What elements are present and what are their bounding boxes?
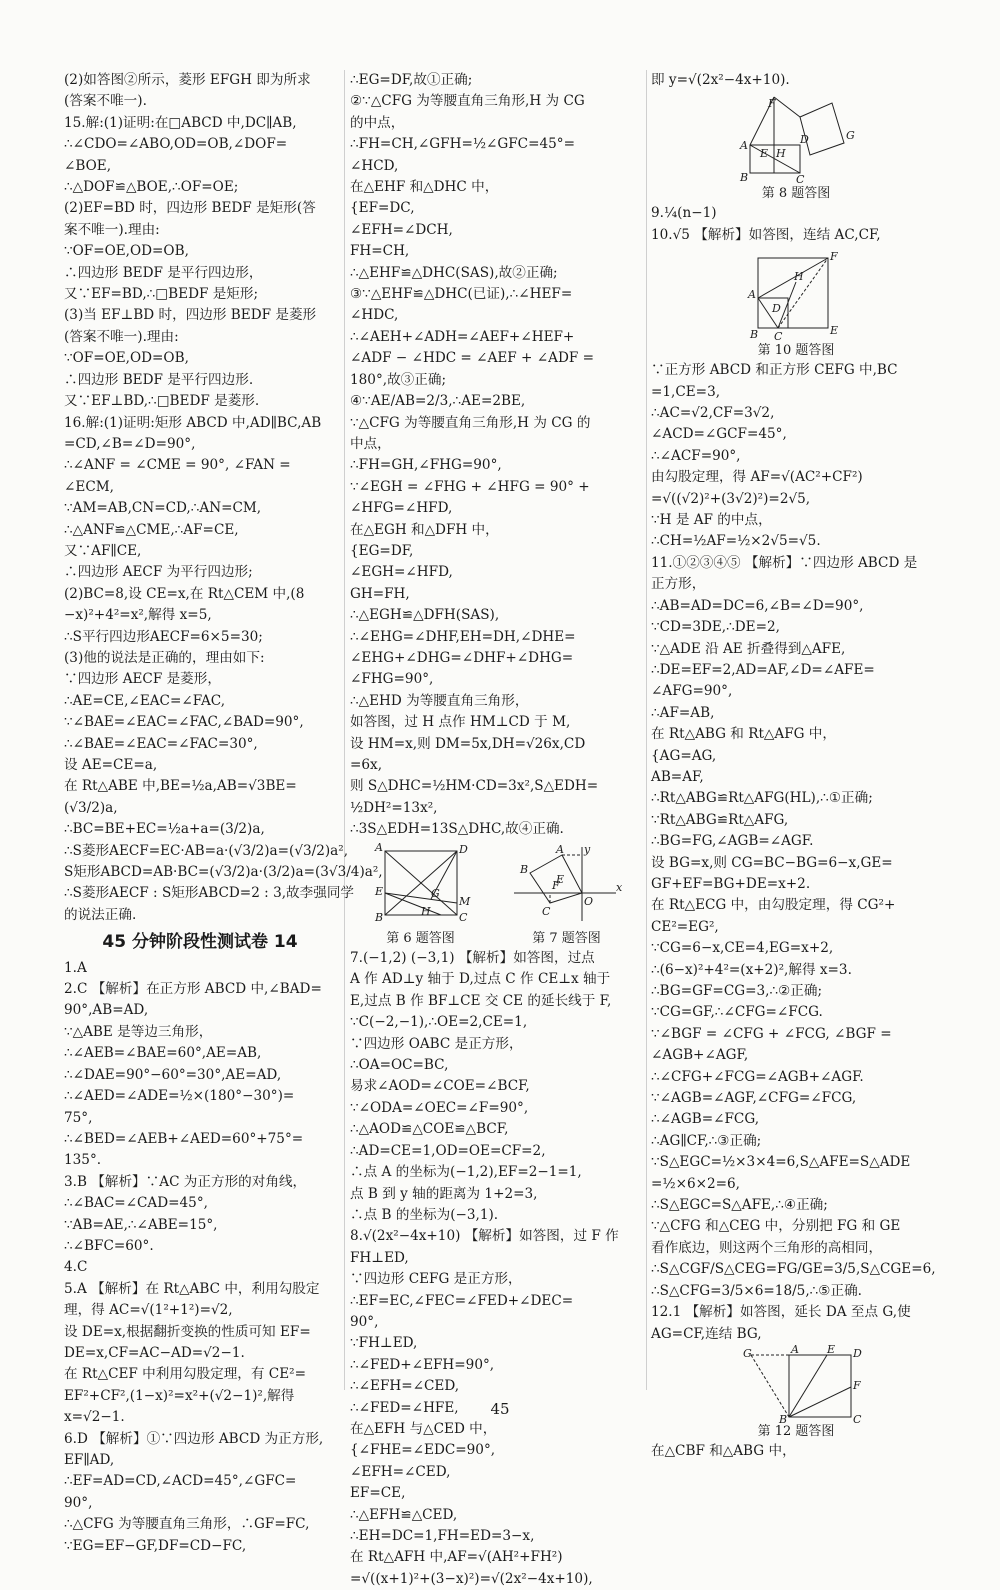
- text-line: ∴3S△EDH=13S△DHC,故④正确.: [350, 821, 564, 838]
- svg-text:E: E: [555, 872, 564, 886]
- text-line: ∴FH=GH,∠FHG=90°,: [350, 457, 502, 474]
- text-line: ∴EG=DF,故①正确;: [350, 72, 473, 88]
- svg-text:H: H: [420, 904, 431, 918]
- svg-text:y: y: [583, 842, 590, 856]
- text-line: ∴∠EFH=∠CED,: [350, 1378, 460, 1395]
- text-line: 90°,: [350, 1313, 379, 1330]
- column-middle: [350, 70, 642, 1590]
- text-line: ∴EF=EC,∠FEC=∠FED+∠DEC=: [350, 1292, 574, 1309]
- text-line: 正方形，: [651, 576, 706, 593]
- text-line: 在 Rt△ABE 中,BE=½a,AB=√3BE=: [64, 778, 297, 795]
- svg-text:F: F: [551, 878, 560, 892]
- text-line: {EF=DC,: [350, 200, 415, 217]
- text-line: 7.(−1,2) (−3,1) 【解析】如答图，过点: [350, 950, 595, 967]
- text-line: ∴Rt△ABG≌Rt△AFG(HL),∴①正确;: [651, 790, 873, 807]
- text-line: =6x,: [350, 757, 383, 773]
- svg-text:B: B: [519, 862, 528, 876]
- text-line: 16.解:(1)证明:矩形 ABCD 中,AD∥BC,AB: [64, 414, 322, 431]
- text-line: ∴∠AEB=∠BAE=60°,AE=AB,: [64, 1045, 262, 1062]
- text-line: ∴DE=EF=2,AD=AF,∠D=∠AFE=: [651, 661, 875, 678]
- text-line: ∠ACD=∠GCF=45°,: [651, 426, 787, 443]
- svg-text:D: D: [800, 133, 809, 147]
- svg-text:C: C: [774, 330, 783, 344]
- text-line: ∴FH=CH,∠GFH=½∠GFC=45°=: [350, 136, 575, 153]
- text-line: EF²+CF²,(1−x)²=x²+(√2−1)²,解得: [64, 1387, 295, 1404]
- text-line: =√((x+1)²+(3−x)²)=√(2x²−4x+10),: [350, 1570, 593, 1587]
- text-line: ∠EHG+∠DHG=∠DHF+∠DHG=: [350, 649, 574, 666]
- text-line: 的中点，: [350, 114, 405, 131]
- text-line: 75°,: [64, 1109, 93, 1126]
- text-line: {EG=DF,: [350, 542, 414, 559]
- text-line: =CD,∠B=∠D=90°,: [64, 435, 196, 452]
- figure-8-caption: 第 8 题答图: [761, 186, 831, 202]
- solution-lines: [651, 1441, 941, 1462]
- text-line: ∴AF=AB,: [651, 704, 715, 721]
- text-line: ∴△EHF≌△DHC(SAS),故②正确;: [350, 264, 558, 281]
- text-line: 又∵EF⊥BD,∴□BEDF 是菱形.: [64, 393, 260, 410]
- text-line: ∴OA=OC=BC,: [350, 1057, 449, 1074]
- text-line: 5.A 【解析】在 Rt△ABC 中，利用勾股定: [64, 1280, 320, 1297]
- svg-text:H: H: [794, 270, 804, 284]
- text-line: 在△EGH 和△DFH 中，: [350, 521, 499, 538]
- text-line: ∴S菱形AECF : S矩形ABCD=2 : 3,故李强同学: [64, 885, 355, 902]
- text-line: EF∥AD,: [64, 1452, 115, 1468]
- text-line: ∵C(−2,−1),∴OE=2,CE=1,: [350, 1014, 528, 1031]
- text-line: 由勾股定理，得 AF=√(AC²+CF²): [651, 469, 863, 486]
- text-line: ∴CH=½AF=½×2√5=√5.: [651, 533, 821, 550]
- text-line: (2)EF=BD 时，四边形 BEDF 是矩形(答: [64, 200, 316, 217]
- text-line: FH⊥ED,: [350, 1249, 409, 1266]
- text-line: CE²=EG²,: [651, 918, 719, 935]
- text-line: ∴∠AEH+∠ADH=∠AEF+∠HEF+: [350, 328, 575, 345]
- column-divider: [646, 70, 647, 1390]
- svg-text:G: G: [430, 886, 440, 900]
- text-line: ∴△AOD≌△COE≌△BCF,: [350, 1121, 509, 1138]
- text-line: 12.1 【解析】如答图，延长 DA 至点 G,使: [651, 1304, 911, 1321]
- text-line: 在△EHF 和△DHC 中，: [350, 179, 499, 196]
- figure-10-caption: 第 10 题答图: [757, 343, 835, 359]
- text-line: GF+EF=BG+DE=x+2.: [651, 875, 811, 892]
- text-line: ∠HFG=∠HFD,: [350, 500, 453, 517]
- text-line: ∴∠CDO=∠ABO,OD=OB,∠DOF=: [64, 136, 288, 153]
- svg-text:F: F: [830, 250, 838, 264]
- text-line: 点 B 到 y 轴的距离为 1+2=3,: [350, 1185, 538, 1202]
- text-line: 2.C 【解析】在正方形 ABCD 中,∠BAD=: [64, 981, 322, 998]
- text-line: 设 BG=x,则 CG=BC−BG=6−x,GE=: [651, 854, 893, 871]
- svg-text:E: E: [827, 1342, 836, 1356]
- text-line: ½DH²=13x²,: [350, 799, 438, 816]
- text-line: ∴四边形 AECF 为平行四边形;: [64, 564, 253, 581]
- text-line: ∵△ABE 是等边三角形，: [64, 1023, 213, 1040]
- text-line: 即 y=√(2x²−4x+10).: [651, 72, 790, 88]
- text-line: ∴S△CFG=3/5×6=18/5,∴⑤正确.: [651, 1282, 862, 1299]
- svg-text:G: G: [846, 129, 855, 143]
- solution-lines: [651, 203, 941, 246]
- text-line: ∴△EHD 为等腰直角三角形，: [350, 692, 529, 709]
- solution-lines: [64, 958, 336, 1557]
- text-line: 理，得 AC=√(1²+1²)=√2,: [64, 1302, 233, 1319]
- text-line: 11.①②③④⑤ 【解析】∵四边形 ABCD 是: [651, 554, 918, 571]
- figure-6-diagram: [371, 840, 471, 924]
- svg-text:G: G: [743, 1346, 752, 1360]
- text-line: ∠ECM,: [64, 478, 114, 495]
- svg-text:C: C: [796, 173, 805, 187]
- text-line: E,过点 B 作 BF⊥CE 交 CE 的延长线于 F,: [350, 992, 612, 1009]
- text-line: 15.解:(1)证明:在□ABCD 中,DC∥AB,: [64, 114, 297, 131]
- text-line: (√3/2)a,: [64, 799, 118, 816]
- figure-7-diagram: [512, 843, 622, 923]
- text-line: ∵∠AGB=∠AGF,∠CFG=∠FCG,: [651, 1090, 857, 1107]
- text-line: ∠HDC,: [350, 307, 399, 324]
- text-line: ∴∠AGB=∠FCG,: [651, 1111, 760, 1128]
- text-line: ∴△EFH≌△CED,: [350, 1506, 458, 1523]
- text-line: ∴AD=CE=1,OD=OE=CF=2,: [350, 1142, 546, 1159]
- svg-text:C: C: [853, 1412, 862, 1426]
- text-line: ∠AGB+∠AGF,: [651, 1047, 749, 1064]
- text-line: (2)如答图②所示，菱形 EFGH 即为所求: [64, 72, 311, 88]
- text-line: ∵四边形 AECF 是菱形，: [64, 671, 221, 688]
- text-line: ∠EGH=∠HFD,: [350, 564, 453, 581]
- text-line: ∴BC=BE+EC=½a+a=(3/2)a,: [64, 821, 265, 838]
- text-line: =½×6×2=6,: [651, 1175, 741, 1192]
- text-line: 设 DE=x,根据翻折变换的性质可知 EF=: [64, 1323, 311, 1340]
- text-line: 如答图，过 H 点作 HM⊥CD 于 M,: [350, 714, 571, 731]
- text-line: ∴S平行四边形AECF=6×5=30;: [64, 628, 263, 645]
- text-line: 的说法正确.: [64, 906, 137, 923]
- figure-row: [350, 840, 642, 948]
- text-line: ∴∠FED+∠EFH=90°,: [350, 1356, 495, 1373]
- text-line: 1.A: [64, 959, 87, 976]
- text-line: 3.B 【解析】∵AC 为正方形的对角线，: [64, 1173, 307, 1190]
- text-line: ∴∠BAC=∠CAD=45°,: [64, 1195, 208, 1212]
- text-line: 180°,故③正确;: [350, 371, 447, 388]
- figure-8-diagram: [736, 95, 856, 185]
- svg-text:E: E: [760, 147, 769, 161]
- text-line: ∴点 A 的坐标为(−1,2),EF=2−1=1,: [350, 1164, 582, 1181]
- text-line: ∵四边形 CEFG 是正方形，: [350, 1271, 522, 1288]
- text-line: ∴∠EHG=∠DHF,EH=DH,∠DHE=: [350, 628, 576, 645]
- svg-text:E: E: [374, 884, 383, 898]
- text-line: ∴AB=AD=DC=6,∠B=∠D=90°,: [651, 597, 864, 614]
- text-line: 又∵EF=BD,∴□BEDF 是矩形;: [64, 286, 259, 303]
- text-line: ∴∠BFC=60°.: [64, 1237, 154, 1254]
- text-line: 看作底边，则这两个三角形的高相同，: [651, 1239, 883, 1256]
- text-line: S矩形ABCD=AB·BC=(√3/2)a·(3/2)a=(3√3/4)a²,: [64, 864, 383, 881]
- solution-lines: [651, 70, 941, 91]
- text-line: ∴∠ANF = ∠CME = 90°, ∠FAN =: [64, 457, 291, 474]
- text-line: 易求∠AOD=∠COE=∠BCF,: [350, 1078, 530, 1095]
- text-line: ∴EF=AD=CD,∠ACD=45°,∠GFC=: [64, 1473, 297, 1490]
- svg-text:D: D: [772, 302, 781, 316]
- svg-text:H: H: [776, 147, 786, 161]
- text-line: 在 Rt△CEF 中利用勾股定理，有 CE²=: [64, 1366, 306, 1383]
- text-line: ∵H 是 AF 的中点，: [651, 512, 772, 529]
- figure-12-caption: 第 12 题答图: [757, 1423, 835, 1439]
- text-line: ∴(6−x)²+4²=(x+2)²,解得 x=3.: [651, 961, 852, 978]
- text-line: 在 Rt△ECG 中，由勾股定理，得 CG²+: [651, 897, 896, 914]
- text-line: ∵EG=EF−GF,DF=CD−FC,: [64, 1537, 247, 1554]
- svg-text:C: C: [458, 910, 467, 924]
- text-line: ∴四边形 BEDF 是平行四边形.: [64, 371, 254, 388]
- text-line: 8.√(2x²−4x+10) 【解析】如答图，过 F 作: [350, 1228, 619, 1245]
- text-line: ∵△ADE 沿 AE 折叠得到△AFE,: [651, 640, 846, 657]
- text-line: GH=FH,: [350, 585, 410, 602]
- text-line: ②∵△CFG 为等腰直角三角形,H 为 CG: [350, 93, 585, 110]
- text-line: FH=CH,: [350, 243, 410, 260]
- text-line: 中点，: [350, 435, 391, 452]
- figure-6-caption: 第 6 题答图: [386, 931, 455, 947]
- text-line: ∵CG=GF,∴∠CFG=∠FCG.: [651, 1004, 823, 1021]
- svg-text:B: B: [750, 328, 759, 342]
- text-line: (2)BC=8,设 CE=x,在 Rt△CEM 中,(8: [64, 585, 305, 602]
- text-line: 4.C: [64, 1259, 88, 1276]
- text-line: DE=x,CF=AC−AD=√2−1.: [64, 1344, 245, 1361]
- text-line: ∴∠AED=∠ADE=½×(180°−30°)=: [64, 1088, 295, 1105]
- text-line: ∴∠ACF=90°,: [651, 447, 741, 464]
- text-line: {∠FHE=∠EDC=90°,: [350, 1442, 496, 1459]
- text-line: ∵∠EGH = ∠FHG + ∠HFG = 90° +: [350, 478, 590, 495]
- text-line: ∴∠DAE=90°−60°=30°,AE=AD,: [64, 1066, 282, 1083]
- text-line: ∴△EGH≌△DFH(SAS),: [350, 607, 500, 624]
- text-line: ∴S菱形AECF=EC·AB=a·(√3/2)a=(√3/2)a²,: [64, 842, 349, 859]
- text-line: ∴S△EGC=S△AFE,∴④正确;: [651, 1197, 828, 1214]
- svg-text:F: F: [853, 1378, 861, 1392]
- text-line: ∴AG∥CF,∴③正确;: [651, 1132, 762, 1149]
- figure-10-diagram: [736, 250, 856, 342]
- page-number: 45: [490, 1400, 510, 1418]
- text-line: ∴∠BED=∠AEB+∠AED=60°+75°=: [64, 1130, 304, 1147]
- text-line: (3)当 EF⊥BD 时，四边形 BEDF 是菱形: [64, 307, 317, 324]
- text-line: ∠EFH=∠CED,: [350, 1463, 451, 1480]
- text-line: (答案不唯一).: [64, 93, 147, 110]
- text-line: 则 S△DHC=½HM·CD=3x²,S△EDH=: [350, 778, 599, 795]
- text-line: ∴BG=FG,∠AGB=∠AGF.: [651, 833, 814, 850]
- text-line: ∴∠CFG+∠FCG=∠AGB+∠AGF.: [651, 1068, 864, 1085]
- text-line: ∴∠FED=∠HFE,: [350, 1399, 459, 1416]
- text-line: ∵∠BGF = ∠CFG + ∠FCG, ∠BGF =: [651, 1025, 892, 1042]
- svg-text:B: B: [740, 171, 749, 185]
- text-line: 设 HM=x,则 DM=5x,DH=√26x,CD: [350, 735, 586, 752]
- column-divider: [344, 70, 345, 1390]
- figure-7-caption: 第 7 题答图: [532, 931, 601, 947]
- text-line: ∵正方形 ABCD 和正方形 CEFG 中,BC: [651, 362, 898, 379]
- text-line: =1,CE=3,: [651, 383, 721, 400]
- svg-text:A: A: [374, 840, 383, 854]
- text-line: 在 Rt△ABG 和 Rt△AFG 中，: [651, 726, 836, 743]
- text-line: ∴S△CGF/S△CEG=FG/GE=3/5,S△CGE=6,: [651, 1261, 936, 1278]
- text-line: ∵S△EGC=½×3×4=6,S△AFE=S△ADE: [651, 1154, 911, 1171]
- text-line: ∴△DOF≌△BOE,∴OF=OE;: [64, 179, 239, 196]
- svg-text:B: B: [374, 910, 383, 924]
- text-line: 90°,: [64, 1494, 93, 1511]
- text-line: ∵∠BAE=∠EAC=∠FAC,∠BAD=90°,: [64, 714, 304, 731]
- svg-text:B: B: [779, 1412, 788, 1426]
- text-line: ∴△CFG 为等腰直角三角形，∴GF=FC,: [64, 1516, 310, 1533]
- text-line: ∴EH=DC=1,FH=ED=3−x,: [350, 1528, 535, 1544]
- text-line: ∵AB=AE,∴∠ABE=15°,: [64, 1216, 218, 1233]
- text-line: 9.¼(n−1): [651, 205, 717, 222]
- text-line: A 作 AD⊥y 轴于 D,过点 C 作 CE⊥x 轴于: [350, 971, 611, 988]
- text-line: 在 Rt△AFH 中,AF=√(AH²+FH²): [350, 1549, 563, 1566]
- text-line: ∵OF=OE,OD=OB,: [64, 350, 189, 367]
- solution-lines: [651, 360, 941, 1345]
- svg-text:E: E: [830, 324, 839, 338]
- text-line: ∵CD=3DE,∴DE=2,: [651, 619, 780, 636]
- svg-text:O: O: [583, 894, 593, 908]
- svg-text:F: F: [768, 97, 776, 111]
- text-line: ∵∠ODA=∠OEC=∠F=90°,: [350, 1099, 529, 1116]
- text-line: ③∵△EHF≌△DHC(已证),∴∠HEF=: [350, 286, 573, 303]
- text-line: {AG=AG,: [651, 747, 717, 764]
- text-line: ∠BOE,: [64, 157, 112, 174]
- text-line: ∴AC=√2,CF=3√2,: [651, 405, 775, 422]
- text-line: (3)他的说法是正确的，理由如下:: [64, 649, 265, 666]
- solution-lines: [350, 948, 642, 1590]
- section-heading: 45 分钟阶段性测试卷 14: [102, 932, 298, 953]
- text-line: ∴BG=GF=CG=3,∴②正确;: [651, 983, 823, 999]
- text-line: (答案不唯一).理由:: [64, 328, 179, 345]
- text-line: 135°.: [64, 1152, 102, 1169]
- text-line: ∴∠BAE=∠EAC=∠FAC=30°,: [64, 735, 258, 752]
- svg-text:A: A: [555, 842, 564, 856]
- text-line: 在△CBF 和△ABG 中，: [651, 1442, 796, 1459]
- column-right: [651, 70, 941, 1462]
- text-line: ∵△CFG 为等腰直角三角形,H 为 CG 的: [350, 414, 591, 431]
- text-line: ∵CG=6−x,CE=4,EG=x+2,: [651, 940, 834, 957]
- text-line: ∠ADF − ∠HDC = ∠AEF + ∠ADF =: [350, 350, 594, 367]
- text-line: ∴四边形 BEDF 是平行四边形，: [64, 264, 263, 281]
- text-line: 案不唯一).理由:: [64, 221, 160, 238]
- svg-text:C: C: [541, 904, 550, 918]
- text-line: ∵AM=AB,CN=CD,∴AN=CM,: [64, 500, 262, 517]
- text-line: 6.D 【解析】①∵四边形 ABCD 为正方形,: [64, 1430, 324, 1447]
- text-line: ④∵AE/AB=2/3,∴AE=2BE,: [350, 393, 526, 410]
- text-line: 在△EFH 与△CED 中，: [350, 1420, 497, 1437]
- text-line: AB=AF,: [651, 768, 704, 785]
- svg-text:D: D: [853, 1346, 862, 1360]
- text-line: ∵FH⊥ED,: [350, 1335, 418, 1352]
- text-line: ∴△ANF≌△CME,∴AF=CE,: [64, 521, 239, 538]
- text-line: 设 AE=CE=a,: [64, 757, 158, 773]
- solution-lines: [350, 70, 642, 841]
- svg-text:D: D: [458, 842, 468, 856]
- text-line: ∠HCD,: [350, 157, 399, 174]
- text-line: ∵Rt△ABG≌Rt△AFG,: [651, 811, 789, 828]
- svg-text:M: M: [458, 894, 470, 908]
- text-line: ∵OF=OE,OD=OB,: [64, 243, 189, 260]
- svg-text:A: A: [740, 139, 748, 153]
- text-line: EF=CE,: [350, 1485, 406, 1502]
- text-line: 10.√5 【解析】如答图，连结 AC,CF,: [651, 226, 881, 243]
- text-line: AG=CF,连结 BG,: [651, 1325, 762, 1342]
- text-line: x=√2−1.: [64, 1409, 125, 1426]
- text-line: ∠AFG=90°,: [651, 683, 733, 700]
- svg-text:x: x: [615, 880, 622, 894]
- text-line: =√((√2)²+(3√2)²)=2√5,: [651, 490, 811, 507]
- text-line: ∠EFH=∠DCH,: [350, 221, 453, 238]
- text-line: ∵△CFG 和△CEG 中，分别把 FG 和 GE: [651, 1218, 901, 1235]
- text-line: −x)²+4²=x²,解得 x=5,: [64, 607, 212, 624]
- text-line: ∴点 B 的坐标为(−3,1).: [350, 1206, 499, 1223]
- text-line: 90°,AB=AD,: [64, 1002, 149, 1019]
- svg-text:A: A: [748, 288, 756, 302]
- text-line: ∠FHG=90°,: [350, 671, 434, 688]
- text-line: ∴AE=CE,∠EAC=∠FAC,: [64, 692, 226, 709]
- svg-text:A: A: [791, 1342, 799, 1356]
- text-line: 又∵AF∥CE,: [64, 542, 142, 559]
- text-line: ∵四边形 OABC 是正方形，: [350, 1035, 523, 1052]
